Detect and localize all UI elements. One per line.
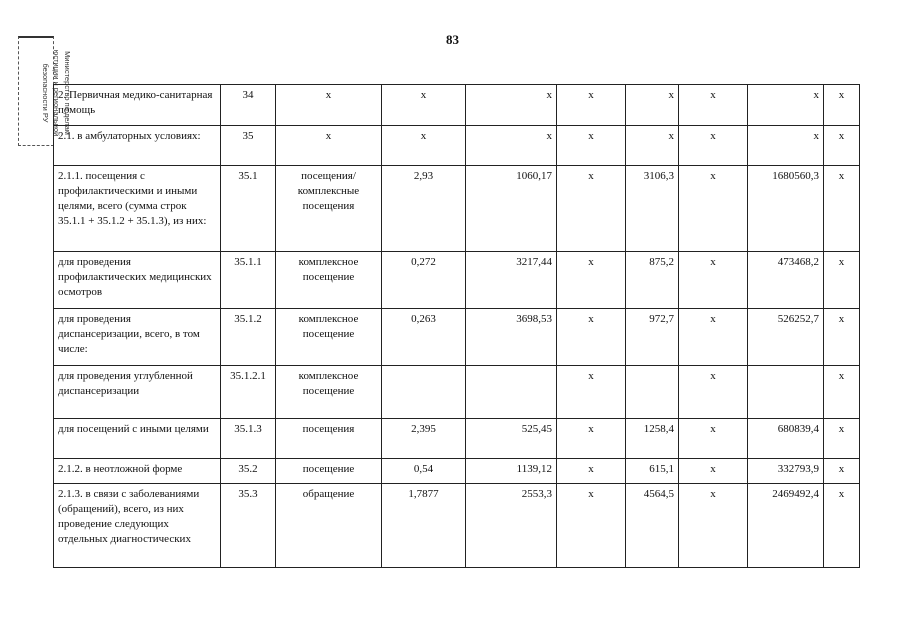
table-cell: x [679,166,748,252]
table-cell: 35 [221,126,276,166]
table-cell: 615,1 [626,459,679,484]
table-cell: x [748,85,824,126]
row-label-cell: для проведения углубленной диспансеризации [54,366,221,419]
row-label-cell: 2.1.1. посещения с профилактическими и иными целями, всего (сумма строк 35.1.1 + 35.1.2 + 35.1.3), из них: [54,166,221,252]
table-cell: 2469492,4 [748,484,824,568]
table-cell: комплексное посещение [276,309,382,366]
table-cell: x [824,459,860,484]
table-cell: 1680560,3 [748,166,824,252]
table-cell: x [679,126,748,166]
table-cell: x [824,166,860,252]
table-row [54,309,860,366]
table-cell: 0,272 [382,252,466,309]
table-cell: 35.1 [221,166,276,252]
row-label-cell: 2.1.3. в связи с заболеваниями (обращений), всего, из них проведение следующих отдельных диагностических [54,484,221,568]
table-cell: 2,395 [382,419,466,459]
table-cell: посещения [276,419,382,459]
table-cell: x [748,126,824,166]
table-row [54,484,860,568]
tariff-table [53,84,860,568]
table-cell: x [557,166,626,252]
table-cell: x [679,419,748,459]
table-cell [382,366,466,419]
table-cell: x [557,309,626,366]
table-row [54,366,860,419]
table-cell: комплексное посещение [276,366,382,419]
table-cell: 3217,44 [466,252,557,309]
table-row [54,85,860,126]
table-cell: x [824,309,860,366]
table-cell: 35.1.2 [221,309,276,366]
row-label-cell: 2. Первичная медико-санитарная помощь [54,85,221,126]
page-number: 83 [446,32,459,47]
table-cell: x [824,252,860,309]
table-cell: x [557,484,626,568]
table-row [54,419,860,459]
table-cell [748,366,824,419]
table-cell: 35.1.1 [221,252,276,309]
table-cell: x [679,252,748,309]
table-cell: x [824,126,860,166]
table-cell: 34 [221,85,276,126]
stamp-line-1: Министерство по делам [63,51,72,135]
table-cell: 4564,5 [626,484,679,568]
table-cell: 35.2 [221,459,276,484]
table-cell: 1060,17 [466,166,557,252]
table-cell: x [557,419,626,459]
table-cell: 1139,12 [466,459,557,484]
table-row [54,459,860,484]
table-cell: x [557,366,626,419]
stamp-line-3: безопасности РУ [41,63,50,123]
table-cell: обращение [276,484,382,568]
table-cell: x [557,459,626,484]
table-row [54,126,860,166]
row-label-cell: 2.1. в амбулаторных условиях: [54,126,221,166]
table-cell: x [824,419,860,459]
table-cell: 0,54 [382,459,466,484]
table-cell: x [679,85,748,126]
table-row [54,166,860,252]
table-cell [626,366,679,419]
table-cell: x [276,85,382,126]
table-cell: x [557,126,626,166]
table-cell: 35.1.3 [221,419,276,459]
table-cell [466,366,557,419]
table-cell: 526252,7 [748,309,824,366]
table-cell: x [626,126,679,166]
table-cell: 875,2 [626,252,679,309]
table-row [54,252,860,309]
table-cell: 972,7 [626,309,679,366]
table-cell: x [824,366,860,419]
table-cell: 0,263 [382,309,466,366]
table-cell: 2553,3 [466,484,557,568]
row-label-cell: для проведения диспансеризации, всего, в том числе: [54,309,221,366]
table-cell: x [466,126,557,166]
table-cell: x [679,459,748,484]
table-cell: x [557,252,626,309]
table-cell: x [824,484,860,568]
table-cell: x [276,126,382,166]
table-cell: 3698,53 [466,309,557,366]
table-cell: x [824,85,860,126]
table-cell: 3106,3 [626,166,679,252]
table-cell: комплексное посещение [276,252,382,309]
table-cell: 1,7877 [382,484,466,568]
table-cell: 35.3 [221,484,276,568]
table-cell: 332793,9 [748,459,824,484]
table-cell: x [466,85,557,126]
table-cell: x [557,85,626,126]
table-cell: x [382,126,466,166]
table-cell: x [679,309,748,366]
table-cell: x [679,484,748,568]
row-label-cell: для посещений с иными целями [54,419,221,459]
table-cell: x [382,85,466,126]
row-label-cell: для проведения профилактических медицинских осмотров [54,252,221,309]
table-cell: 1258,4 [626,419,679,459]
row-label-cell: 2.1.2. в неотложной форме [54,459,221,484]
table-cell: 2,93 [382,166,466,252]
table-cell: посещение [276,459,382,484]
table-cell: 525,45 [466,419,557,459]
stamp-line-2: юстиции и региональной [52,49,61,137]
table-cell: 473468,2 [748,252,824,309]
table-cell: x [626,85,679,126]
registration-stamp [18,36,72,146]
table-cell: посещения/ комплексные посещения [276,166,382,252]
table-cell: 680839,4 [748,419,824,459]
table-cell: x [679,366,748,419]
table-cell: 35.1.2.1 [221,366,276,419]
